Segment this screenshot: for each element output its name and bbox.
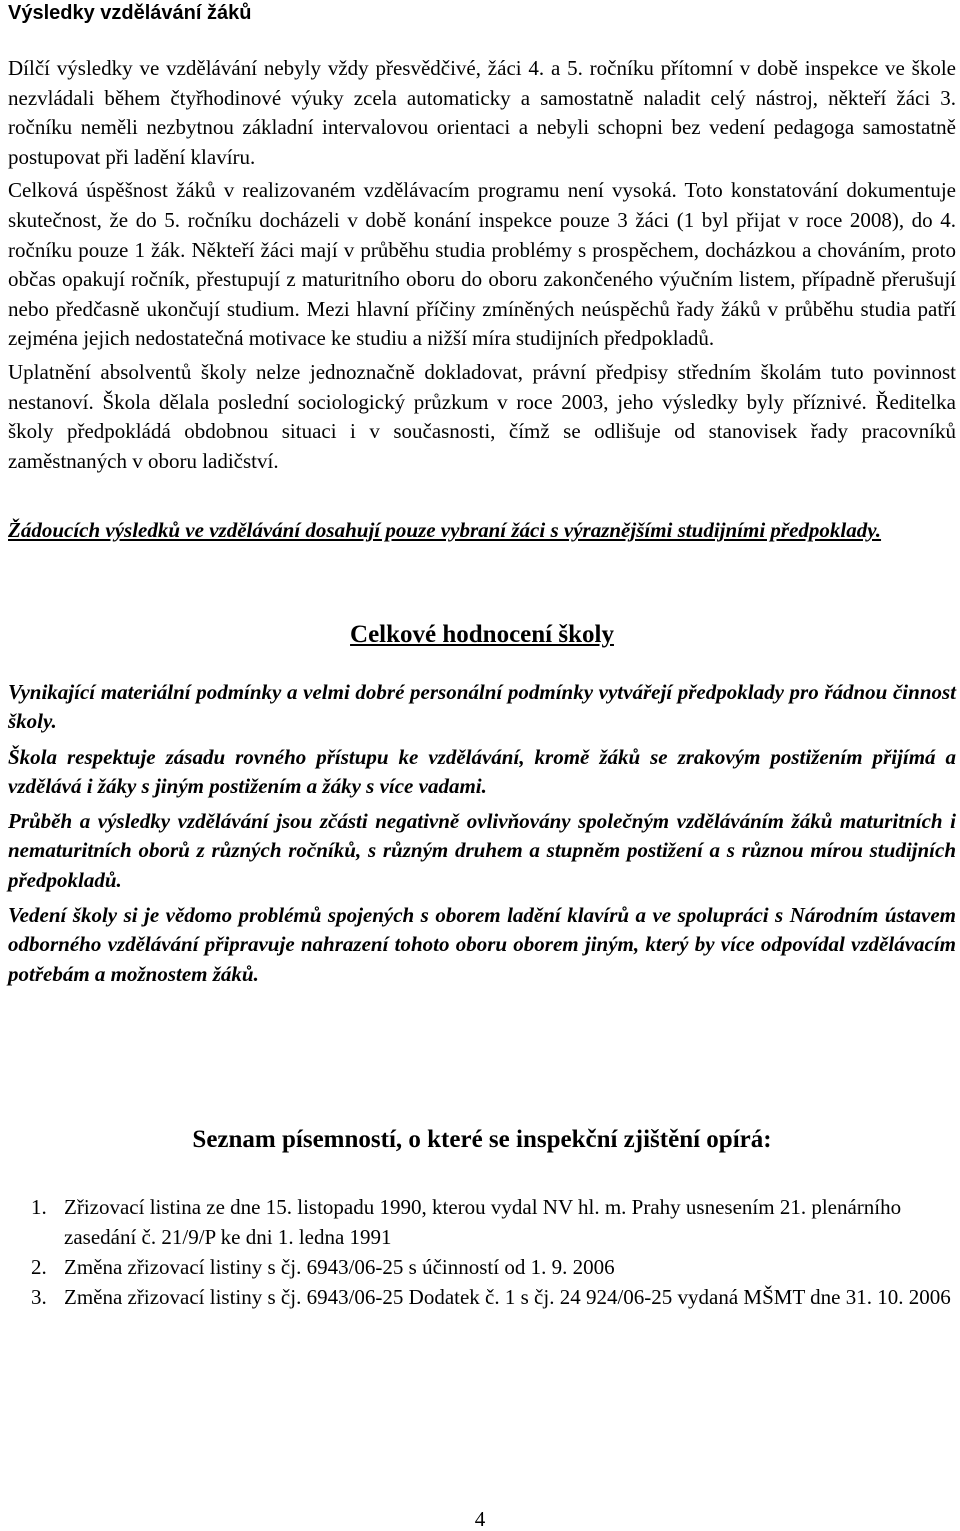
overall-evaluation-title: Celkové hodnocení školy xyxy=(350,620,614,648)
documents-item-number: 1. xyxy=(31,1194,47,1219)
overall-statement-4: Vedení školy si je vědomo problémů spojených s oborem ladění klavírů a ve spolupráci s Národním ústavem odborného vzdělávání připravuje nahrazení tohoto oboru oborem jiným, který by více odpovídal vzdělávacím potřebám a možnostem žáků. xyxy=(8,902,956,986)
documents-title: Seznam písemností, o které se inspekční zjištění opírá: xyxy=(192,1125,772,1153)
results-paragraph-2: Celková úspěšnost žáků v realizovaném vzdělávacím programu není vysoká. Toto konstatování dokumentuje skutečnost, že do 5. ročníku docházeli v době konání inspekce pouze 3 žáci (1 byl přijat v roce 2008), do 4. ročníku pouze 1 žák. Někteří žáci mají v průběhu studia problémy s prospěchem, docházkou a chováním, proto občas opakují ročník, přestupují z maturitního oboru do oboru zakončeného výučním listem, případně přerušují nebo předčasně ukončují studium. Mezi hlavní příčiny zmíněných neúspěchů řady žáků v průběhu studia patří zejména jejich nedostatečná motivace ke studiu a nižší míra studijních předpokladů. xyxy=(8,178,956,351)
results-conclusion: Žádoucích výsledků ve vzdělávání dosahují pouze vybraní žáci s výraznějšími studijními předpoklady. xyxy=(8,518,882,543)
documents-item-text: Zřizovací listina ze dne 15. listopadu 1990, kterou vydal NV hl. m. Prahy usnesením 21. plenárního zasedání č. 21/9/P ke dni 1. ledna 1991 xyxy=(64,1194,902,1249)
results-heading: Výsledky vzdělávání žáků xyxy=(8,2,252,24)
overall-statement-2: Škola respektuje zásadu rovného přístupu ke vzdělávání, kromě žáků se zrakovým postižením přijímá a vzdělává i žáky s jiným postižením a žáky s více vadami. xyxy=(8,744,956,798)
results-paragraph-1: Dílčí výsledky ve vzdělávání nebyly vždy přesvědčivé, žáci 4. a 5. ročníku přítomní v době inspekce ve škole nezvládali během čtyřhodinové výuky zcela automaticky a samostatně naladit celý nástroj, někteří žáci 3. ročníku neměli nezbytnou základní intervalovou orientaci a nebyli schopni bez vedení pedagoga samostatně postupovat při ladění klavíru. xyxy=(8,56,956,169)
results-paragraph-3: Uplatnění absolventů školy nelze jednoznačně dokladovat, právní předpisy středním školám tuto povinnost nestanoví. Škola dělala poslední sociologický průzkum v roce 2003, jeho výsledky byly příznivé. Ředitelka školy předpokládá obdobnou situaci i v současnosti, čímž se odlišuje od stanovisek řady pracovníků zaměstnaných v oboru ladičství. xyxy=(8,359,956,473)
page-number: 4 xyxy=(474,1507,486,1531)
documents-list-item xyxy=(31,1192,956,1252)
documents-list-item xyxy=(31,1282,956,1312)
overall-statement-1: Vynikající materiální podmínky a velmi dobré personální podmínky vytvářejí předpoklady pro řádnou činnost školy. xyxy=(8,679,956,734)
documents-item-number: 2. xyxy=(31,1254,47,1279)
documents-item-text: Změna zřizovací listiny s čj. 6943/06-25 s účinností od 1. 9. 2006 xyxy=(64,1254,615,1279)
documents-list xyxy=(8,1192,956,1312)
overall-statement-3: Průběh a výsledky vzdělávání jsou zčásti negativně ovlivňovány společným vzděláváním žáků maturitních i nematuritních oborů z různých ročníků, s různým druhem a stupněm postižení a s různou mírou studijních předpokladů. xyxy=(8,809,956,892)
document-page xyxy=(8,0,956,1312)
documents-item-number: 3. xyxy=(31,1284,47,1309)
documents-list-item xyxy=(31,1252,956,1282)
documents-item-text: Změna zřizovací listiny s čj. 6943/06-25 Dodatek č. 1 s čj. 24 924/06-25 vydaná MŠMT dne 31. 10. 2006 xyxy=(64,1284,951,1309)
